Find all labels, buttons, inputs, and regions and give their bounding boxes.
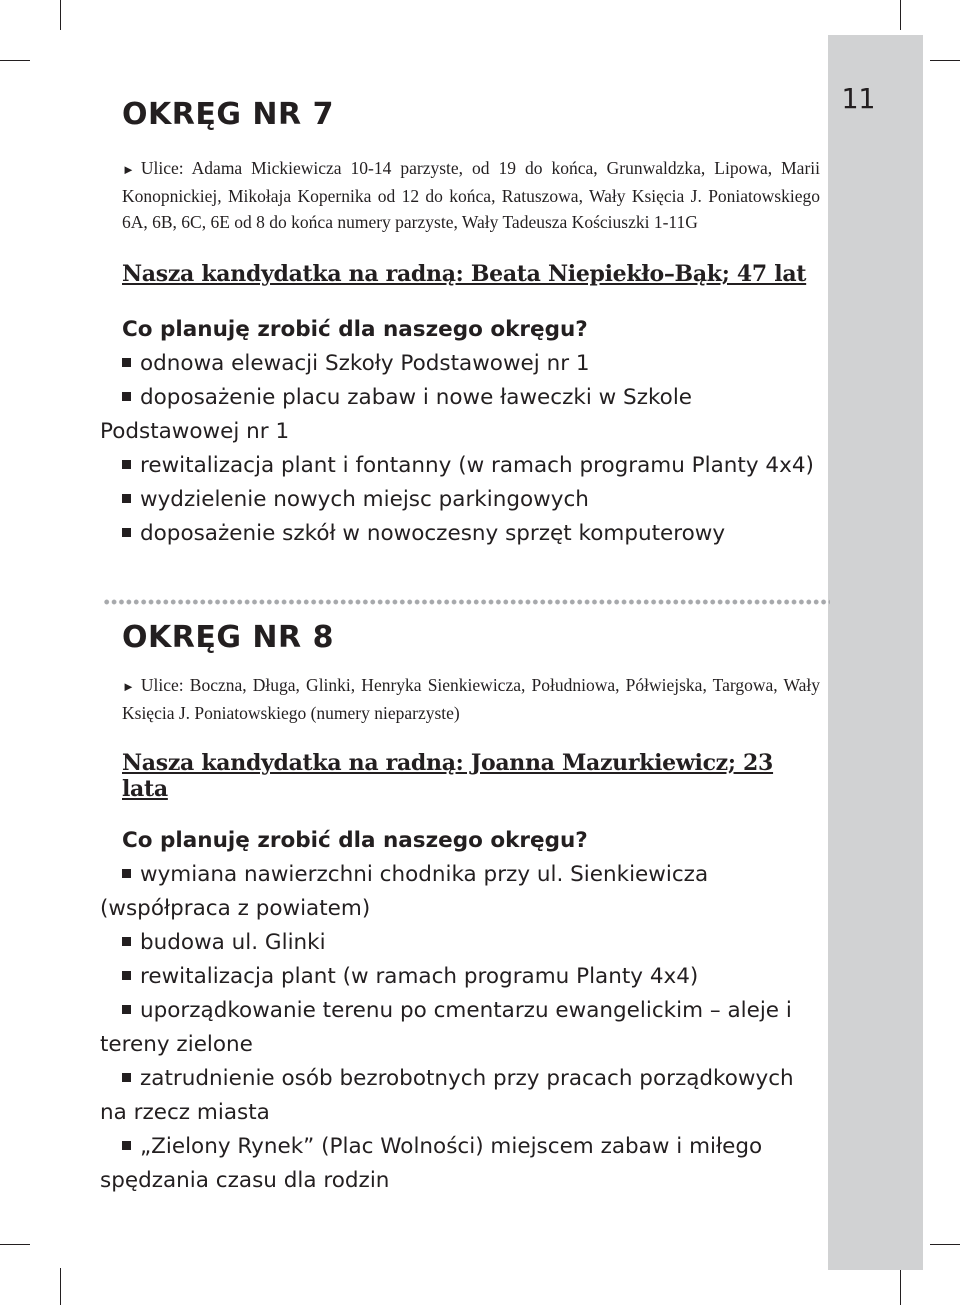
- plan-item-text: „Zielony Rynek” (Plac Wolności) miejscem zabaw i miłego spędzania czasu dla rodzin: [100, 1134, 763, 1193]
- plan-item: [100, 1130, 820, 1198]
- crop-mark: [930, 1244, 960, 1245]
- street-list-text: Ulice: Boczna, Długa, Glinki, Henryka Sienkiewicza, Południowa, Półwiejska, Targowa, Wały Księcia J. Poniatowskiego (numery nieparzyste): [122, 675, 820, 723]
- plan-item-text: doposażenie szkół w nowoczesny sprzęt komputerowy: [140, 521, 726, 546]
- square-bullet-icon: [122, 937, 131, 946]
- plan-item: [100, 994, 820, 1062]
- plan-item: [100, 483, 820, 517]
- dotted-divider: [103, 598, 830, 606]
- plan-item: [100, 517, 820, 551]
- crop-mark: [930, 60, 960, 61]
- district-section: [100, 618, 820, 1198]
- plan-item-text: wymiana nawierzchni chodnika przy ul. Sienkiewicza (współpraca z powiatem): [100, 862, 709, 921]
- square-bullet-icon: [122, 869, 131, 878]
- district-section: [100, 95, 820, 551]
- square-bullet-icon: [122, 392, 131, 401]
- candidate-line: Nasza kandydatka na radną: Beata Niepiekło–Bąk; 47 lat: [122, 261, 807, 287]
- square-bullet-icon: [122, 528, 131, 537]
- plan-item-text: rewitalizacja plant (w ramach programu Planty 4x4): [140, 964, 699, 989]
- section-title: OKRĘG NR 8: [122, 620, 334, 655]
- square-bullet-icon: [122, 971, 131, 980]
- square-bullet-icon: [122, 1005, 131, 1014]
- crop-mark: [900, 0, 901, 30]
- plan-heading: Co planuję zrobić dla naszego okręgu?: [122, 828, 588, 853]
- candidate-line: Nasza kandydatka na radną: Joanna Mazurkiewicz; 23 lata: [122, 750, 774, 802]
- plan-item-text: zatrudnienie osób bezrobotnych przy pracach porządkowych na rzecz miasta: [100, 1066, 794, 1125]
- crop-mark: [900, 1268, 901, 1305]
- plan-item: [100, 449, 820, 483]
- plan-item-text: uporządkowanie terenu po cmentarzu ewangelickim – aleje i tereny zielone: [100, 998, 792, 1057]
- page-number: 11: [841, 82, 875, 115]
- square-bullet-icon: [122, 1141, 131, 1150]
- plan-item-text: doposażenie placu zabaw i nowe ławeczki w Szkole Podstawowej nr 1: [100, 385, 693, 444]
- plan-item-text: budowa ul. Glinki: [140, 930, 326, 955]
- street-list: [122, 155, 820, 235]
- street-list-text: Ulice: Adama Mickiewicza 10-14 parzyste, od 19 do końca, Grunwaldzka, Lipowa, Marii Konopnickiej, Mikołaja Kopernika od 12 do końca, Ratuszowa, Wały Księcia J. Poniatowskiego 6A, 6B, 6C, 6E od 8 do końca numery parzyste, Wały Tadeusza Kościuszki 1-11G: [122, 158, 820, 232]
- crop-mark: [60, 1268, 61, 1305]
- plan-list: [100, 347, 820, 551]
- plan-item: [100, 926, 820, 960]
- crop-mark: [60, 0, 61, 30]
- arrow-icon: ►: [122, 162, 135, 177]
- crop-mark: [0, 60, 30, 61]
- section-title: OKRĘG NR 7: [122, 97, 334, 132]
- plan-item: [100, 381, 820, 449]
- plan-item-text: rewitalizacja plant i fontanny (w ramach programu Planty 4x4): [140, 453, 814, 478]
- plan-item-text: wydzielenie nowych miejsc parkingowych: [140, 487, 589, 512]
- crop-mark: [0, 1244, 30, 1245]
- square-bullet-icon: [122, 1073, 131, 1082]
- plan-item: [100, 347, 820, 381]
- plan-item-text: odnowa elewacji Szkoły Podstawowej nr 1: [140, 351, 590, 376]
- plan-heading: Co planuję zrobić dla naszego okręgu?: [122, 317, 588, 342]
- plan-item: [100, 1062, 820, 1130]
- plan-list: [100, 858, 820, 1198]
- page-sidebar: [828, 35, 923, 1270]
- plan-item: [100, 960, 820, 994]
- plan-item: [100, 858, 820, 926]
- street-list: [122, 672, 820, 726]
- square-bullet-icon: [122, 494, 131, 503]
- square-bullet-icon: [122, 460, 131, 469]
- arrow-icon: ►: [122, 679, 135, 694]
- square-bullet-icon: [122, 358, 131, 367]
